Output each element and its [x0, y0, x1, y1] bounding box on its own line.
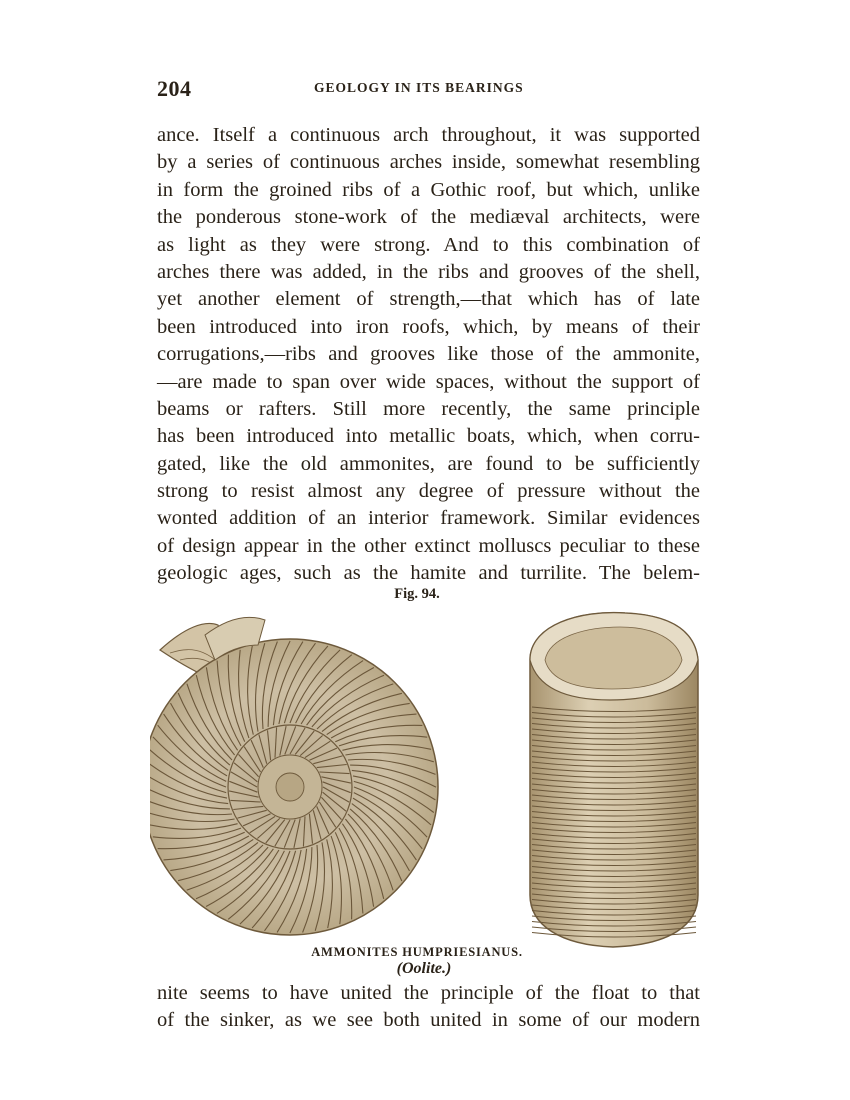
figure-caption: [0, 945, 850, 960]
text-line: been introduced into iron roofs, which, by means of their: [157, 315, 700, 338]
text-line: of design appear in the other extinct molluscs peculiar to these: [157, 534, 700, 557]
text-line: as light as they were strong. And to this combination of: [157, 233, 700, 256]
text-line: nite seems to have united the principle of the float to that: [157, 982, 700, 1004]
text-line: has been introduced into metallic boats, which, when corru-: [157, 425, 700, 448]
body-paragraph-continued: [157, 980, 700, 1035]
body-paragraph: [157, 122, 700, 588]
figure-label-text: Fig. 94.: [394, 586, 440, 602]
ammonite-side-view: [150, 617, 438, 935]
text-line: in form the groined ribs of a Gothic roof, but which, unlike: [157, 178, 700, 201]
figure-subcaption-text: (Oolite.): [396, 960, 452, 977]
figure-label: [0, 586, 850, 603]
running-head: GEOLOGY IN ITS BEARINGS: [314, 80, 524, 95]
text-line: —are made to span over wide spaces, without the support of: [157, 370, 700, 393]
figure-caption-text: AMMONITES HUMPRIESIANUS.: [311, 945, 523, 959]
text-line: yet another element of strength,—that which has of late: [157, 288, 700, 311]
text-line: by a series of continuous arches inside, somewhat resembling: [157, 151, 700, 174]
text-line: gated, like the old ammonites, are found to be sufficiently: [157, 452, 700, 475]
ammonite-engraving: [150, 605, 710, 950]
page-number: 204: [157, 76, 192, 101]
text-line: geologic ages, such as the hamite and turrilite. The belem-: [157, 562, 700, 585]
text-line: beams or rafters. Still more recently, the same principle: [157, 397, 700, 420]
ammonite-front-view: [530, 613, 698, 947]
text-line: ance. Itself a continuous arch throughout, it was supported: [157, 124, 700, 146]
text-line: of the sinker, as we see both united in some of our modern: [157, 1009, 700, 1032]
text-line: arches there was added, in the ribs and grooves of the shell,: [157, 260, 700, 283]
text-line: corrugations,—ribs and grooves like those of the ammonite,: [157, 343, 700, 366]
text-line: the ponderous stone-work of the mediæval architects, were: [157, 206, 700, 229]
text-line: wonted addition of an interior framework. Similar evidences: [157, 507, 700, 530]
ammonite-illustration: [150, 605, 710, 950]
figure-subcaption: [0, 960, 850, 978]
text-line: strong to resist almost any degree of pressure without the: [157, 480, 700, 503]
